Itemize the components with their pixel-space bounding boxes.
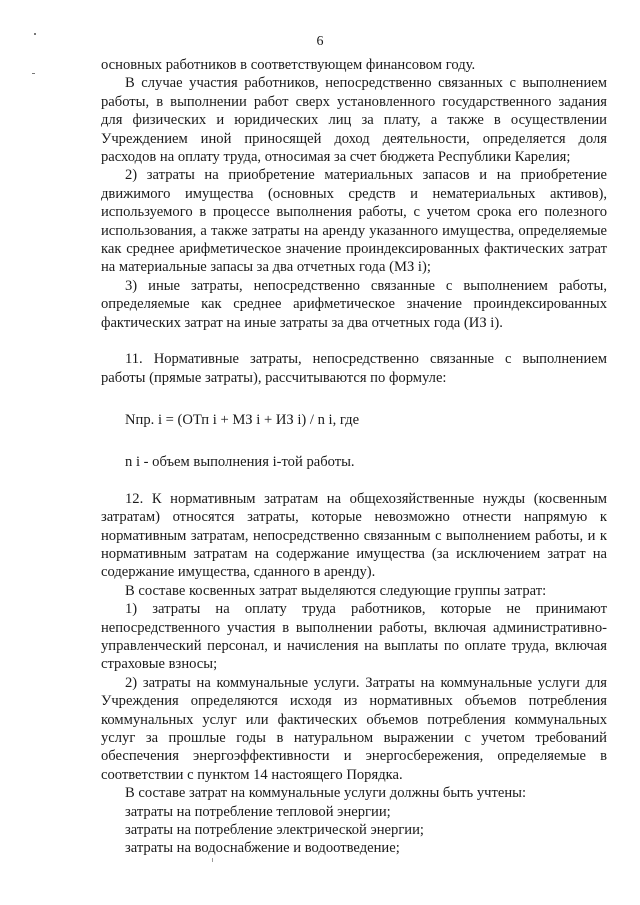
list-item-electricity: затраты на потребление электрической энергии; <box>125 822 424 839</box>
paragraph-participation: В случае участия работников, непосредственно связанных с выполнением работы, в выполнении работ сверх установленного государственного задания для физических и юридических лиц за плату, а также в осуществлении Учреждением иной приносящей доход деятельности, определяется доля расходов на оплату труда, относимая за счет бюджета Республики Карелия; <box>101 75 607 166</box>
formula: Nпр. i = (ОТп i + МЗ i + ИЗ i) / n i, где <box>125 411 360 428</box>
paragraph-labor-costs: 1) затраты на оплату труда работников, которые не принимают непосредственного участия в выполнении работы, включая административно-управленческий персонал, и начисления на выплаты по оплате труда, включая страховые взносы; <box>101 601 607 673</box>
paragraph-other-costs: 3) иные затраты, непосредственно связанные с выполнением работы, определяемые как среднее арифметическое значение проиндексированных фактических затрат на иные затраты за два отчетных года (ИЗ i). <box>101 277 607 331</box>
page-number: 6 <box>316 34 324 49</box>
paragraph-item-12: 12. К нормативным затратам на общехозяйственные нужды (косвенным затратам) относятся затраты, которые невозможно отнести напрямую к нормативным затратам, непосредственно связанным с выполнением работы, и к нормативным затратам на содержание имущества (за исключением затрат на содержание имущества, сданного в аренду). <box>101 490 607 581</box>
formula-legend: n i - объем выполнения i-той работы. <box>125 454 355 471</box>
scan-speck <box>32 73 35 74</box>
paragraph-material-costs: 2) затраты на приобретение материальных запасов и на приобретение движимого имущества (основных средств и нематериальных активов), используемого в процессе выполнения работы, с учетом срока его полезного использования, а также затраты на аренду указанного имущества, определяемые как среднее арифметическое значение проиндексированных фактических затрат на материальные запасы за два отчетных года (МЗ i); <box>101 167 607 276</box>
document-body <box>101 56 607 858</box>
paragraph-indirect-groups: В составе косвенных затрат выделяются следующие группы затрат: <box>125 582 547 599</box>
paragraph-utility-list-intro: В составе затрат на коммунальные услуги должны быть учтены: <box>125 785 526 802</box>
paragraph-continuation: основных работников в соответствующем финансовом году. <box>101 57 476 73</box>
list-item-heat: затраты на потребление тепловой энергии; <box>125 803 391 820</box>
list-item-water: затраты на водоснабжение и водоотведение; <box>125 840 400 857</box>
paragraph-item-11: 11. Нормативные затраты, непосредственно связанные с выполнением работы (прямые затраты), рассчитываются по формуле: <box>101 351 607 386</box>
paragraph-utility-costs: 2) затраты на коммунальные услуги. Затраты на коммунальные услуги для Учреждения определяются исходя из нормативных объемов потребления коммунальных услуг или фактических объемов потребления коммунальных услуг за прошлые годы в натуральном выражении с учетом требований обеспечения энергоэффективности и энергосбережения, определяемые в соответствии с пунктом 14 настоящего Порядка. <box>101 674 607 783</box>
scan-speck <box>212 858 213 862</box>
